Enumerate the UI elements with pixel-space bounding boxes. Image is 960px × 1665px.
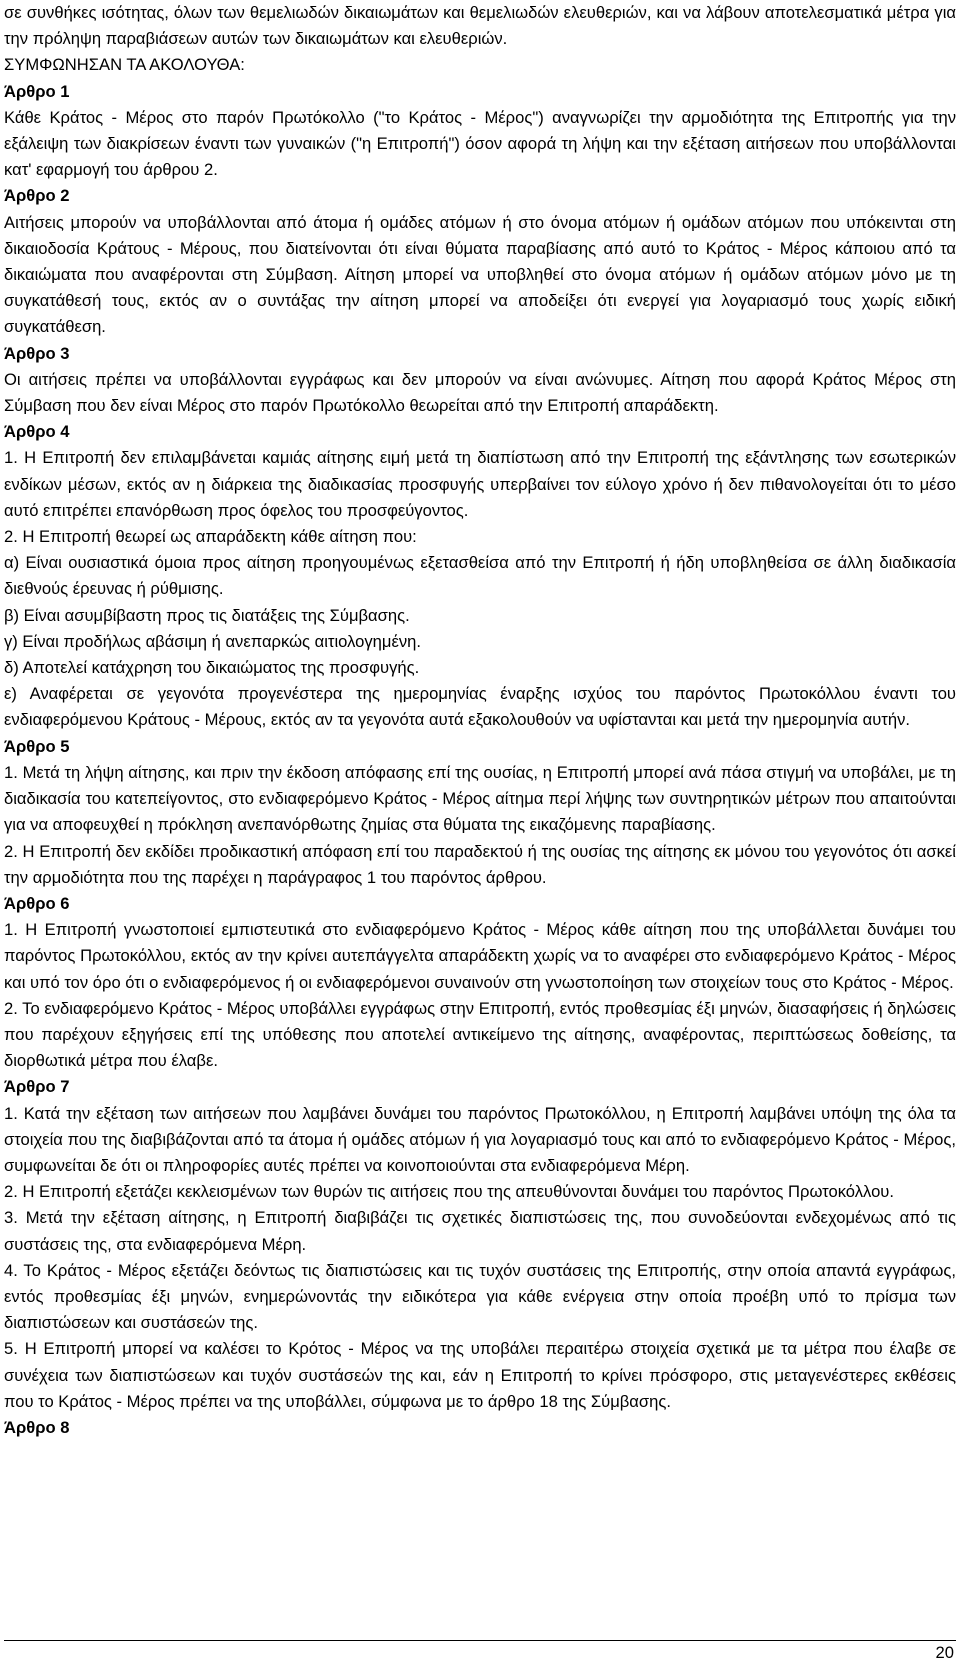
article-paragraph: Οι αιτήσεις πρέπει να υποβάλλονται εγγράφως και δεν μπορούν να είναι ανώνυμες. Αίτηση που αφορά Κράτος Μέρος στη Σύμβαση που δεν είναι Μέρος στο παρόν Πρωτόκολλο θεωρείται από την Επιτροπή απαράδεκτη. [4,369,956,416]
article-paragraph: ε) Αναφέρεται σε γεγονότα προγενέστερα της ημερομηνίας έναρξης ισχύος του παρόντος Πρωτοκόλλου έναντι του ενδιαφερόμενου Κράτους - Μέρους, εκτός αν τα γεγονότα αυτά εξακολουθούν να υφίστανται και μετά την ημερομηνία αυτήν. [4,684,956,730]
article-paragraph: 4. Το Κράτος - Μέρος εξετάζει δεόντως τις διαπιστώσεις και τις τυχόν συστάσεις της Επιτροπής, στην οποία απαντά εγγράφως, εντός προθεσμίας έξι μηνών, ενημερώνοντάς την ειδικότερα για κάθε ενέργεια στην οποία προέβη υπό το πρίσμα των διαπιστώσεων και συστάσεών της. [4,1260,956,1333]
article-heading: Άρθρο 7 [4,1077,70,1097]
article-paragraph: Κάθε Κράτος - Μέρος στο παρόν Πρωτόκολλο ("το Κράτος - Μέρος") αναγνωρίζει την αρμοδιότητα της Επιτροπής για την εξάλειψη των διακρίσεων έναντι των γυναικών ("η Επιτροπή") όσον αφορά τη λήψη και την εξέταση αιτήσεων που υποβάλλονται κατ' εφαρμογή του άρθρου 2. [4,107,956,180]
article-heading: Άρθρο 4 [4,422,70,442]
agreed-statement: ΣΥΜΦΩΝΗΣΑΝ ΤΑ ΑΚΟΛΟΥΘΑ: [4,55,245,75]
article-heading: Άρθρο 1 [4,81,70,101]
article-heading: Άρθρο 8 [4,1417,70,1437]
article-heading: Άρθρο 6 [4,893,70,913]
article-paragraph: Αιτήσεις μπορούν να υποβάλλονται από άτομα ή ομάδες ατόμων ή στο όνομα ατόμων ή ομάδων ατόμων που υπόκεινται στη δικαιοδοσία Κράτους - Μέρους, που διατείνονται ότι είναι θύματα παραβίασης από αυτό το Κράτος - Μέρος κάποιου από τα δικαιώματα που αναφέρονται στη Σύμβαση. Αίτηση μπορεί να υποβληθεί στο όνομα ατόμων ή ομάδων ατόμων μόνο με τη συγκατάθεσή τους, εκτός αν ο συντάξας την αίτηση μπορεί να αποδείξει ότι ενεργεί για λογαριασμό τους χωρίς ειδική συγκατάθεση. [4,212,956,337]
article-paragraph: 1. Η Επιτροπή δεν επιλαμβάνεται καμιάς αίτησης ειμή μετά τη διαπίστωση από την Επιτροπή της εξάντλησης των εσωτερικών ενδίκων μέσων, εκτός αν η διάρκεια της διαδικασίας προσφυγής υπερβαίνει τον εύλογο χρόνο ή δεν πιθανολογείται ότι το μέσο αυτό επιτρέπει επανόρθωση προς όφελος του προσφεύγοντος. [4,448,956,520]
article-heading: Άρθρο 5 [4,736,70,756]
articles-container [4,79,956,1442]
article-paragraph: 1. Κατά την εξέταση των αιτήσεων που λαμβάνει δυνάμει του παρόντος Πρωτοκόλλου, η Επιτροπή λαμβάνει υπόψη της όλα τα στοιχεία που της διαβιβάζονται από τα άτομα ή ομάδες ατόμων ή για λογαριασμό τους και από το ενδιαφερόμενο Κράτος - Μέρος, συμφωνείται δε ότι οι πληροφορίες αυτές πρέπει να κοινοποιούνται στα ενδιαφερόμενα Μέρη. [4,1103,956,1175]
article-paragraph: 3. Μετά την εξέταση αίτησης, η Επιτροπή διαβιβάζει τις σχετικές διαπιστώσεις της, που συνοδεύονται ενδεχομένως από τις συστάσεις της, στα ενδιαφερόμενα Μέρη. [4,1208,956,1254]
article-paragraph: 2. Η Επιτροπή δεν εκδίδει προδικαστική απόφαση επί του παραδεκτού ή της ουσίας της αίτησης εκ μόνου του γεγονότος ότι ασκεί την αρμοδιότητα που της παρέχει η παράγραφος 1 του παρόντος άρθρου. [4,841,956,887]
document-body [4,0,956,1441]
article-paragraph: δ) Αποτελεί κατάχρηση του δικαιώματος της προσφυγής. [4,658,420,678]
footer-divider [4,1640,956,1641]
page-number: 20 [935,1643,954,1662]
intro-paragraph: σε συνθήκες ισότητας, όλων των θεμελιωδών δικαιωμάτων και θεμελιωδών ελευθεριών, και να λάβουν αποτελεσματικά μέτρα για την πρόληψη παραβιάσεων αυτών των δικαιωμάτων και ελευθεριών. [4,3,956,49]
article-paragraph: 1. Η Επιτροπή γνωστοποιεί εμπιστευτικά στο ενδιαφερόμενο Κράτος - Μέρος κάθε αίτηση που της υποβάλλεται δυνάμει του παρόντος Πρωτοκόλλου, εκτός αν την κρίνει αυτεπάγγελτα απαράδεκτη χωρίς να το αναφέρει στο ενδιαφερόμενο Κράτος - Μέρος και υπό τον όρο ότι ο ενδιαφερόμενος ή οι ενδιαφερόμενοι συναινούν στη γνωστοποίηση των στοιχείων τους στο Κράτος - Μέρος. [4,920,956,992]
article-paragraph: 5. Η Επιτροπή μπορεί να καλέσει το Κρότος - Μέρος να της υποβάλει περαιτέρω στοιχεία σχετικά με τα μέτρα που έλαβε σε συνέχεια των διαπιστώσεων και τυχόν συστάσεών της και, εάν η Επιτροπή το κρίνει πρόσφορο, στις μεταγενέστερες εκθέσεις που το Κράτος - Μέρος πρέπει να της υποβάλλει, σύμφωνα με το άρθρο 18 της Σύμβασης. [4,1339,956,1411]
article-paragraph: 2. Η Επιτροπή εξετάζει κεκλεισμένων των θυρών τις αιτήσεις που της απευθύνονται δυνάμει του παρόντος Πρωτοκόλλου. [4,1182,894,1202]
article-heading: Άρθρο 2 [4,186,70,206]
article-heading: Άρθρο 3 [4,343,70,363]
article-paragraph: 1. Μετά τη λήψη αίτησης, και πριν την έκδοση απόφασης επί της ουσίας, η Επιτροπή μπορεί ανά πάσα στιγμή να υποβάλει, με τη διαδικασία του κατεπείγοντος, στο ενδιαφερόμενο Κράτος - Μέρος αίτημα περί λήψης των συντηρητικών μέτρων που απαιτούνται για να αποφευχθεί η πρόκληση ανεπανόρθωτης ζημίας στα θύματα της εικαζόμενης παραβίασης. [4,762,956,835]
article-paragraph: 2. Το ενδιαφερόμενο Κράτος - Μέρος υποβάλλει εγγράφως στην Επιτροπή, εντός προθεσμίας έξι μηνών, διασαφήσεις ή δηλώσεις που παρέχουν εξηγήσεις επί της υπόθεσης που αποτελεί αντικείμενο της αίτησης, αναφέροντας, περιπτώσεως δοθείσης, τα διορθωτικά μέτρα που έλαβε. [4,998,956,1071]
article-paragraph: γ) Είναι προδήλως αβάσιμη ή ανεπαρκώς αιτιολογημένη. [4,631,421,651]
article-paragraph: 2. Η Επιτροπή θεωρεί ως απαράδεκτη κάθε αίτηση που: [4,527,417,547]
article-paragraph: β) Είναι ασυμβίβαστη προς τις διατάξεις της Σύμβασης. [4,605,410,625]
article-paragraph: α) Είναι ουσιαστικά όμοια προς αίτηση προηγουμένως εξετασθείσα από την Επιτροπή ή ήδη υποβληθείσα σε άλλη διαδικασία διεθνούς έρευνας ή ρύθμισης. [4,553,956,599]
